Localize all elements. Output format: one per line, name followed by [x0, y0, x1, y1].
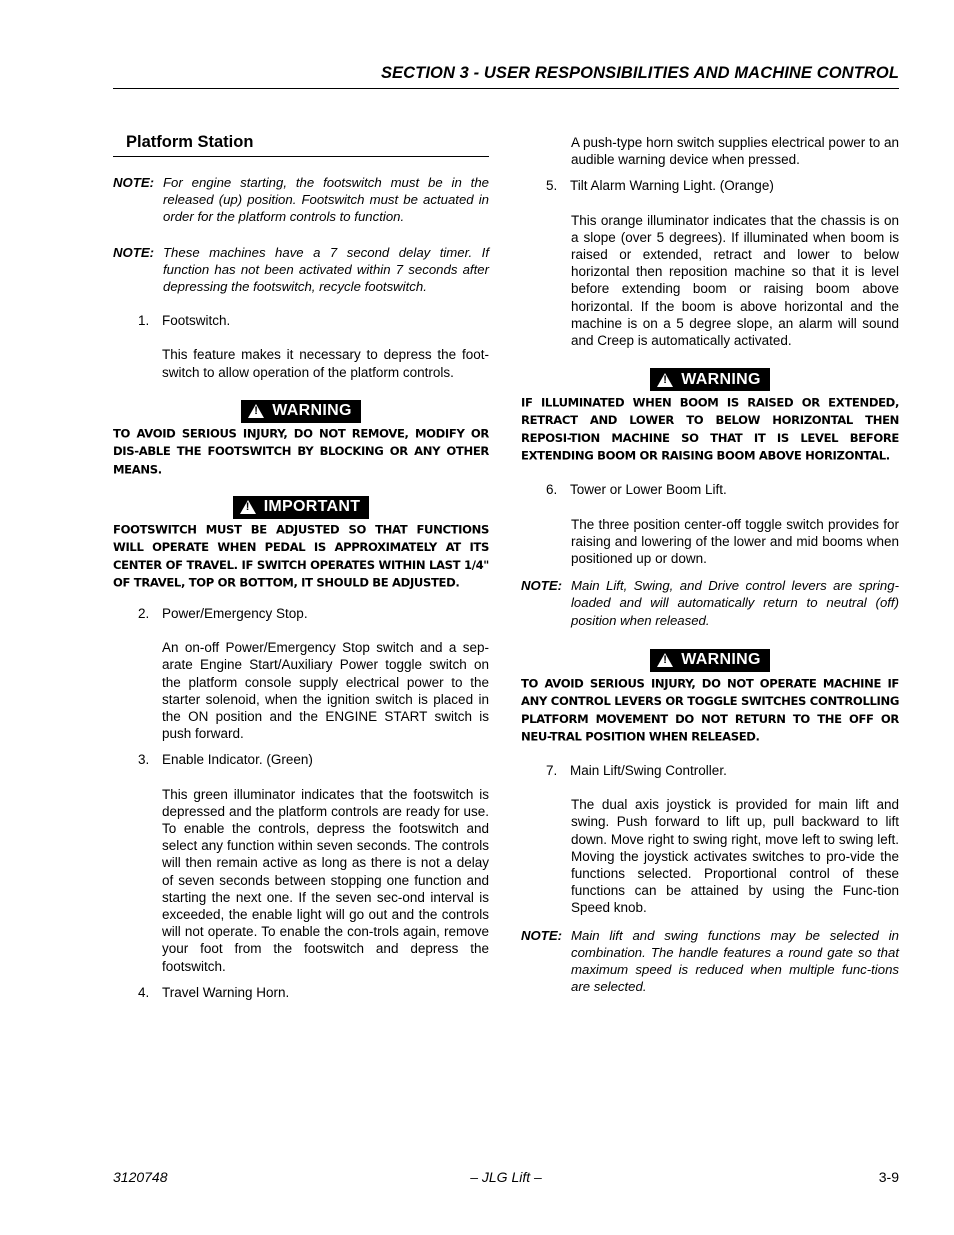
list-item-label: Enable Indicator. (Green): [162, 752, 313, 768]
list-item-number: 2.: [138, 605, 150, 621]
list-item-text: An on-off Power/Emergency Stop switch and a sep-arate Engine Start/Auxiliary Power toggle switch on the platform console supply electrical power to the starter solenoid, when the ignition switch is placed in the ON position and the ENGINE START switch is push forward.: [162, 640, 489, 742]
page-number: 3-9: [878, 1169, 899, 1185]
important-badge: [113, 496, 489, 520]
note-label: NOTE:: [521, 927, 563, 943]
list-item-label: Power/Emergency Stop.: [162, 605, 308, 621]
left-column: [113, 130, 489, 1001]
alert-triangle-icon: [657, 373, 673, 387]
list-item-number: 1.: [138, 313, 150, 329]
footer-brand: – JLG Lift –: [470, 1169, 542, 1185]
badge-label: WARNING: [681, 651, 761, 669]
list-item-number: 6.: [546, 482, 558, 498]
note-label: NOTE:: [113, 175, 155, 190]
badge-label: WARNING: [681, 370, 761, 388]
note-text: Main Lift, Swing, and Drive control levers are spring-loaded and will automatically return to neutral (off) position when released.: [571, 578, 899, 628]
alert-triangle-icon: [657, 653, 673, 667]
note-text: Main lift and swing functions may be selected in combination. The handle features a round gate so that maximum speed is reduced when multiple func-tions are selected.: [571, 927, 899, 995]
list-item-number: 5.: [546, 178, 558, 194]
list-item-label: Tilt Alarm Warning Light. (Orange): [570, 178, 774, 194]
list-item-text: The dual axis joystick is provided for main lift and swing. Push forward to lift up, pull backward to lift down. Move right to swing right, move left to swing left. Moving the joystick activates switches to pro-vide the functions selected. Proportional control of these functions can be attained by using the Func-tion Speed knob.: [571, 797, 899, 916]
warning-text: IF ILLUMINATED WHEN BOOM IS RAISED OR EXTENDED, RETRACT AND LOWER TO BELOW HORIZONTAL THEN REPOSI-TION MACHINE SO THAT IT IS LEVEL BEFORE EXTENDING BOOM OR RAISING BOOM ABOVE HORIZONTAL.: [521, 395, 899, 463]
page-footer: [113, 1169, 899, 1189]
warning-text: TO AVOID SERIOUS INJURY, DO NOT OPERATE MACHINE IF ANY CONTROL LEVERS OR TOGGLE SWITCHES CONTROLLING PLATFORM MOVEMENT DO NOT RETURN TO THE OFF OR NEU-TRAL POSITION WHEN RELEASED.: [521, 676, 899, 744]
warning-badge: [521, 368, 899, 392]
list-item-text: The three position center-off toggle switch provides for raising and lowering of the lower and mid booms when positioned up or down.: [571, 516, 899, 567]
warning-badge: [521, 649, 899, 673]
document-number: 3120748: [113, 1169, 168, 1185]
list-item-label: Travel Warning Horn.: [162, 984, 290, 1000]
note: [521, 577, 899, 629]
list-item-text: This orange illuminator indicates that the chassis is on a slope (over 5 degrees). If illuminated when boom is raised or extended, retract and lower to below horizontal then reposition machine so that it is level before extending boom or raising boom above horizontal. If the boom is above horizontal and the machine is on a 5 degree slope, an alarm will sound and Creep is automatically activated.: [571, 212, 899, 349]
list-item-number: 4.: [138, 984, 150, 1000]
list-item-title: [521, 481, 899, 498]
list-item-title: [113, 751, 489, 768]
list-item-label: Footswitch.: [162, 313, 231, 329]
note: [521, 927, 899, 996]
list-item-title: [113, 984, 489, 1001]
warning-badge: [113, 400, 489, 424]
note: [113, 244, 489, 296]
badge-label: WARNING: [272, 402, 352, 420]
list-item-label: Main Lift/Swing Controller.: [570, 763, 727, 779]
note-text: These machines have a 7 second delay timer. If function has not been activated within 7 seconds after depressing the footswitch, recycle footswitch.: [163, 244, 489, 295]
alert-triangle-icon: [248, 404, 264, 418]
right-column: [521, 130, 899, 995]
note-label: NOTE:: [113, 244, 155, 260]
list-item-title: [521, 762, 899, 779]
list-item-number: 7.: [546, 763, 558, 779]
alert-triangle-icon: [240, 500, 256, 514]
page-header: [113, 60, 899, 89]
list-item-title: [521, 177, 899, 194]
note-label: NOTE:: [521, 578, 563, 594]
warning-text: TO AVOID SERIOUS INJURY, DO NOT REMOVE, MODIFY OR DIS-ABLE THE FOOTSWITCH BY BLOCKING OR ANY OTHER MEANS.: [113, 426, 489, 476]
section-title: Platform Station: [113, 133, 489, 157]
important-text: FOOTSWITCH MUST BE ADJUSTED SO THAT FUNCTIONS WILL OPERATE WHEN PEDAL IS APPROXIMATELY AT ITS CENTER OF TRAVEL. IF SWITCH OPERATES WITHIN LAST 1/4" OF TRAVEL, TOP OR BOTTOM, IT SHOULD BE ADJUSTED.: [113, 522, 489, 590]
list-item-text: This green illuminator indicates that the footswitch is depressed and the platform controls are ready for use. To enable the controls, depress the footswitch and select any function within seven seconds. The controls will then remain active as long as there is not a delay of seven seconds between stopping one function and starting the next one. If the seven sec-ond interval is exceeded, the enable light will go out and the controls will not operate. To enable the con-trols again, remove your foot from the footswitch and depress the footswitch.: [162, 786, 489, 974]
list-item-number: 3.: [138, 752, 150, 768]
note-text: For engine starting, the footswitch must be in the released (up) position. Footswitch must be actuated in order for the platform controls to function.: [163, 175, 489, 225]
list-item-text: A push-type horn switch supplies electrical power to an audible warning device when pressed.: [571, 135, 899, 168]
section-heading: SECTION 3 - USER RESPONSIBILITIES AND MACHINE CONTROL: [380, 64, 899, 82]
note: [113, 174, 489, 226]
list-item-title: [113, 312, 489, 329]
list-item-text: This feature makes it necessary to depress the foot-switch to allow operation of the platform controls.: [162, 347, 489, 380]
list-item-title: [113, 605, 489, 622]
badge-label: IMPORTANT: [263, 498, 361, 516]
list-item-label: Tower or Lower Boom Lift.: [570, 482, 727, 498]
